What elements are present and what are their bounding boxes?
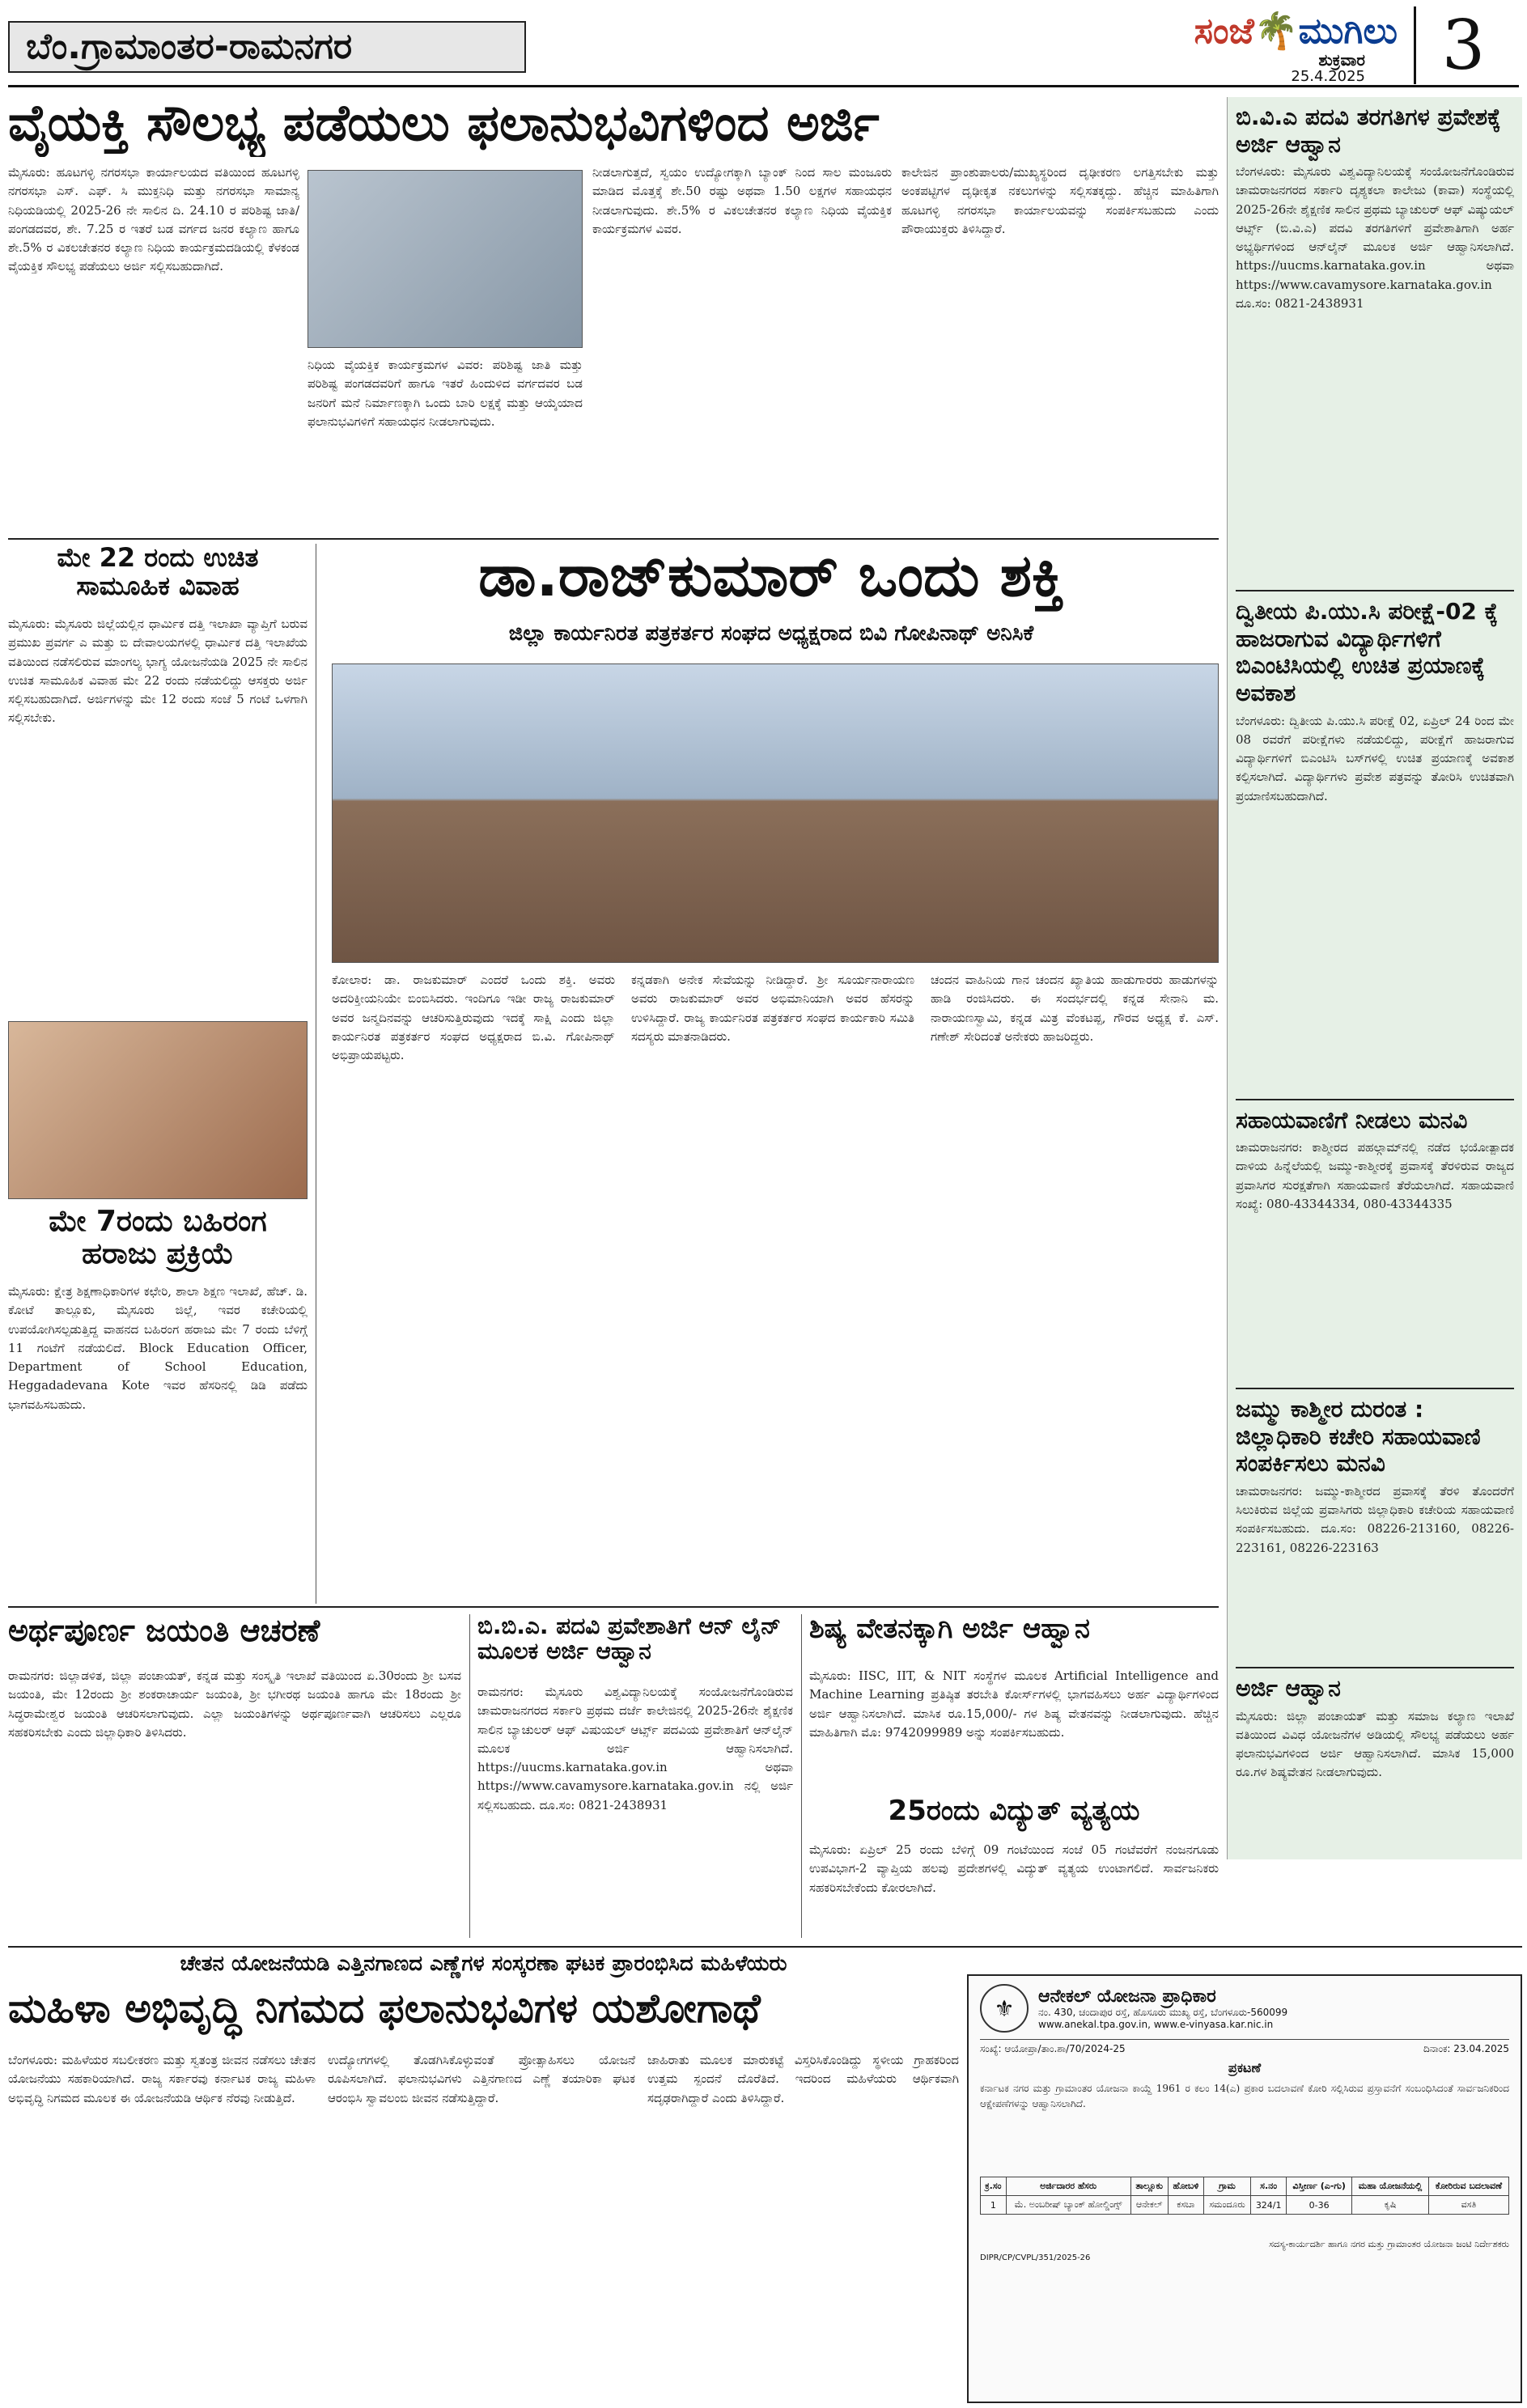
artha-body: ರಾಮನಗರ: ಜಿಲ್ಲಾಡಳಿತ, ಜಿಲ್ಲಾ ಪಂಚಾಯತ್, ಕನ್ನಡ ಮತ್ತು ಸಂಸ್ಕೃತಿ ಇಲಾಖೆ ವತಿಯಿಂದ ಏ.30ರಂದು ಶ್ರೀ ಬಸವ ಜಯಂತಿ, ಮೇ 12ರಂದು ಶ್ರೀ ಶಂಕರಾಚಾರ್ಯ ಜಯಂತಿ, ಶ್ರೀ ಭಗೀರಥ ಜಯಂತಿ ಹಾಗೂ ಮೇ 18ರಂದು ಶ್ರೀ ಸಿದ್ಧರಾಮೇಶ್ವರ ಜಯಂತಿ ಆಚರಿಸಲಾಗುವುದು. ಎಲ್ಲಾ ಜಯಂತಿಗಳನ್ನು ಅರ್ಥಪೂರ್ಣವಾಗಿ ಆಚರಿಸಲು ಎಲ್ಲರೂ ಸಹಕರಿಸಬೇಕು ಎಂದು ಜಿಲ್ಲಾಧಿಕಾರಿ ತಿಳಿಸಿದರು.: [8, 1668, 461, 1740]
sidebar-box1-body: ಬೆಂಗಳೂರು: ಮೈಸೂರು ವಿಶ್ವವಿದ್ಯಾನಿಲಯಕ್ಕೆ ಸಂಯೋಜನೆಗೊಂಡಿರುವ ಚಾಮರಾಜನಗರದ ಸರ್ಕಾರಿ ದೃಶ್ಯಕಲಾ ಕಾಲೇಜು (ಕಾವಾ) ಸಂಸ್ಥೆಯಲ್ಲಿ 2025-26ನೇ ಶೈಕ್ಷಣಿಕ ಸಾಲಿನ ಪ್ರಥಮ ಬ್ಯಾಚುಲರ್ ಆಫ್ ವಿಷ್ಯುಯಲ್ ಆರ್ಟ್ಸ್ (ಬಿ.ವಿ.ಎ) ಪದವಿ ತರಗತಿಗಳಿಗೆ ಪ್ರವೇಶಾತಿಗಾಗಿ ಅರ್ಹ ಅಭ್ಯರ್ಥಿಗಳಿಂದ ಆನ್‌ಲೈನ್ ಮೂಲಕ ಅರ್ಜಿ ಆಹ್ವಾನಿಸಲಾಗಿದೆ. https://uucms.karnataka.gov.in ಅಥವಾ https://www.cavamysore.karnataka.gov.in ದೂ.ಸಂ: 0821-2438931: [1236, 164, 1514, 311]
mahila-headline-wrap: [8, 1986, 959, 2043]
notice-table-header-cell: ತಾಲ್ಲೂಕು: [1130, 2177, 1168, 2196]
notice-table-header-cell: ಸ.ನಂ: [1251, 2177, 1287, 2196]
bba-headline-wrap: [477, 1614, 793, 1679]
lead-col-4: ಕಾಲೇಜಿನ ಪ್ರಾಂಶುಪಾಲರು/ಮುಖ್ಯಸ್ಥರಿಂದ ದೃಢೀಕರಣ ಲಗತ್ತಿಸಬೇಕು ಮತ್ತು ಅಂಕಪಟ್ಟಿಗಳ ದೃಢೀಕೃತ ನಕಲುಗಳನ್ನು ಸಲ್ಲಿಸತಕ್ಕದ್ದು. ಹೆಚ್ಚಿನ ಮಾಹಿತಿಗಾಗಿ ಹೂಟಗಳ್ಳಿ ನಗರಸಭಾ ಕಾರ್ಯಾಲಯವನ್ನು ಸಂಪರ್ಕಿಸಬಹುದು ಎಂದು ಪೌರಾಯುಕ್ತರು ತಿಳಿಸಿದ್ದಾರೆ.: [901, 165, 1219, 236]
sidebar-box5-title: ಅರ್ಜಿ ಆಹ್ವಾನ: [1236, 1674, 1341, 1702]
sidebar-box4-title: ಜಮ್ಮು ಕಾಶ್ಮೀರ ದುರಂತ : ಜಿಲ್ಲಾಧಿಕಾರಿ ಕಚೇರಿ ಸಹಾಯವಾಣಿ ಸಂಪರ್ಕಿಸಲು ಮನವಿ: [1236, 1396, 1481, 1477]
notice-table-header-cell: ವಿಸ್ತೀರ್ಣ (ಎ-ಗು): [1287, 2177, 1352, 2196]
notice-table-header-cell: ಕೋರಿರುವ ಬದಲಾವಣೆ: [1428, 2177, 1508, 2196]
sidebar-box3-body: ಚಾಮರಾಜನಗರ: ಕಾಶ್ಮೀರದ ಪಹಲ್ಗಾಮ್‌ನಲ್ಲಿ ನಡೆದ ಭಯೋತ್ಪಾದಕ ದಾಳಿಯ ಹಿನ್ನೆಲೆಯಲ್ಲಿ ಜಮ್ಮು-ಕಾಶ್ಮೀರಕ್ಕೆ ಪ್ರವಾಸಕ್ಕೆ ತೆರಳಿರುವ ರಾಜ್ಯದ ಪ್ರವಾಸಿಗರ ಸುರಕ್ಷತೆಗಾಗಿ ಸಹಾಯವಾಣಿ ತೆರೆಯಲಾಗಿದೆ. ಸಹಾಯವಾಣಿ ಸಂಖ್ಯೆ: 080-43344334, 080-43344335: [1236, 1140, 1514, 1211]
notice-table-cell: 324/1: [1251, 2196, 1287, 2215]
may7-headline: ಮೇ 7ರಂದು ಬಹಿರಂಗ ಹರಾಜು ಪ್ರಕ್ರಿಯೆ: [49, 1206, 267, 1270]
notice-table-cell: 0-36: [1287, 2196, 1352, 2215]
lead-col-3: ನೀಡಲಾಗುತ್ತದೆ, ಸ್ವಯಂ ಉದ್ಯೋಗಕ್ಕಾಗಿ ಬ್ಯಾಂಕ್ ನಿಂದ ಸಾಲ ಮಂಜೂರು ಮಾಡಿದ ಮೊತ್ತಕ್ಕೆ ಶೇ.50 ರಷ್ಟು ಅಥವಾ 1.50 ಲಕ್ಷಗಳ ಸಹಾಯಧನ ನೀಡಲಾಗುವುದು. ಶೇ.5% ರ ವಿಕಲಚೇತನರ ಕಲ್ಯಾಣ ನಿಧಿಯ ವೈಯಕ್ತಿಕ ಕಾರ್ಯಕ್ರಮಗಳ ವಿವರ.: [592, 165, 892, 236]
shishya-headline: ಶಿಷ್ಯ ವೇತನಕ್ಕಾಗಿ ಅರ್ಜಿ ಆಹ್ವಾನ: [809, 1614, 1090, 1645]
column-rule: [801, 1614, 802, 1938]
raj-headline: ಡಾ.ರಾಜ್‌ಕುಮಾರ್ ಒಂದು ಶಕ್ತಿ: [478, 544, 1064, 609]
raj-subhead-wrap: [324, 621, 1219, 654]
power-headline-wrap: [809, 1796, 1219, 1837]
power-body: ಮೈಸೂರು: ಏಪ್ರಿಲ್ 25 ರಂದು ಬೆಳಿಗ್ಗೆ 09 ಗಂಟೆಯಿಂದ ಸಂಜೆ 05 ಗಂಟೆವರೆಗೆ ನಂಜನಗೂಡು ಉಪವಿಭಾಗ-2 ವ್ಯಾಪ್ತಿಯ ಹಲವು ಪ್ರದೇಶಗಳಲ್ಲಿ ವಿದ್ಯುತ್ ವ್ಯತ್ಯಯ ಉಂಟಾಗಲಿದೆ. ಸಾರ್ವಜನಿಕರು ಸಹಕರಿಸಬೇಕೆಂದು ಕೋರಲಾಗಿದೆ.: [809, 1842, 1219, 1895]
notice-table-row: [981, 2196, 1509, 2215]
notice-heading: ಪ್ರಕಟಣೆ: [1228, 2060, 1262, 2075]
page-number: 3: [1414, 6, 1511, 84]
raj-subhead: ಜಿಲ್ಲಾ ಕಾರ್ಯನಿರತ ಪತ್ರಕರ್ತರ ಸಂಘದ ಅಧ್ಯಕ್ಷರಾದ ಬಿವಿ ಗೋಪಿನಾಥ್ ಅನಿಸಿಕೆ: [508, 621, 1034, 646]
notice-table-header: [981, 2177, 1509, 2196]
notice-table-header-cell: ಮಹಾ ಯೋಜನೆಯಲ್ಲಿ: [1352, 2177, 1429, 2196]
raj-col-3: ಚಂದನ ವಾಹಿನಿಯ ಗಾನ ಚಂದನ ಖ್ಯಾತಿಯ ಹಾಡುಗಾರರು ಹಾಡುಗಳನ್ನು ಹಾಡಿ ರಂಜಿಸಿದರು. ಈ ಸಂದರ್ಭದಲ್ಲಿ ಕನ್ನಡ ಸೇನಾನಿ ಮ. ನಾರಾಯಣಸ್ವಾಮಿ, ಕನ್ನಡ ಮಿತ್ರ ವೆಂಕಟಪ್ಪ, ಗೌರವ ಅಧ್ಯಕ್ಷ ಕೆ. ಎಸ್. ಗಣೇಶ್ ಸೇರಿದಂತೆ ಅನೇಕರು ಹಾಜರಿದ್ದರು.: [931, 973, 1219, 1044]
notice-reference: ಸಂಖ್ಯೆ: ಆಯೋಪ್ರಾ/ತಾಂ.ಶಾ/70/2024-25: [980, 2043, 1126, 2054]
sidebar-box2-title: ದ್ವಿತೀಯ ಪಿ.ಯು.ಸಿ ಪರೀಕ್ಷೆ-02 ಕ್ಕೆ ಹಾಜರಾಗುವ ವಿದ್ಯಾರ್ಥಿಗಳಿಗೆ ಬಿಎಂಟಿಸಿಯಲ್ಲಿ ಉಚಿತ ಪ್ರಯಾಣಕ್ಕೆ ಅವಕಾಶ: [1236, 598, 1499, 706]
notice-table-header-cell: ಅರ್ಜಿದಾರರ ಹೆಸರು: [1006, 2177, 1130, 2196]
divider: [1236, 1667, 1514, 1668]
lead-headline: ವೈಯಕ್ತಿ ಸೌಲಭ್ಯ ಪಡೆಯಲು ಫಲಾನುಭವಿಗಳಿಂದ ಅರ್ಜಿ: [8, 95, 880, 152]
palm-icon: 🌴: [1253, 11, 1299, 52]
lead-col-1: ಮೈಸೂರು: ಹೂಟಗಳ್ಳಿ ನಗರಸಭಾ ಕಾರ್ಯಾಲಯದ ವತಿಯಿಂದ ಹೂಟಗಳ್ಳಿ ನಗರಸಭಾ ಎಸ್‌. ಎಫ್‌. ಸಿ ಮುಕ್ತನಿಧಿ ಮತ್ತು ನಗರಸಭಾ ಸಾಮಾನ್ಯ ನಿಧಿಯಡಿಯಲ್ಲಿ 2025-26 ನೇ ಸಾಲಿನ ದಿ. 24.10 ರ ಪರಿಶಿಷ್ಟ ಜಾತಿ/ಪಂಗಡದವರ, ಶೇ. 7.25 ರ ಇತರೆ ಬಡ ವರ್ಗದ ಜನರ ಕಲ್ಯಾಣ ಹಾಗೂ ಶೇ.5% ರ ವಿಕಲಚೇತನರ ಕಲ್ಯಾಣ ನಿಧಿಯ ಕಾರ್ಯಕ್ರಮದಡಿಯಲ್ಲಿ ಕೆಳಕಂಡ ವೈಯಕ್ತಿಕ ಸೌಲಭ್ಯ ಪಡೆಯಲು ಅರ್ಜಿ ಸಲ್ಲಿಸಬಹುದಾಗಿದೆ.: [8, 165, 299, 274]
issue-day: ಶುಕ್ರವಾರ: [1318, 50, 1365, 70]
notice-dipr: DIPR/CP/CVPL/351/2025-26: [980, 2253, 1091, 2262]
wedding-hands-photo: [8, 1021, 308, 1199]
bba-headline: ಬಿ.ಬಿ.ಎ. ಪದವಿ ಪ್ರವೇಶಾತಿಗೆ ಆನ್ ಲೈನ್ ಮೂಲಕ ಅರ್ಜಿ ಆಹ್ವಾನ: [477, 1614, 782, 1664]
notice-table-cell: ಕಸಬಾ: [1168, 2196, 1203, 2215]
notice-signatory: ಸದಸ್ಯ-ಕಾರ್ಯದರ್ಶಿ ಹಾಗೂ ನಗರ ಮತ್ತು ಗ್ರಾಮಾಂತರ ಯೋಜನಾ ಜಂಟಿ ನಿರ್ದೇಶಕರು: [1269, 2239, 1509, 2249]
notice-authority: ಆನೇಕಲ್ ಯೋಜನಾ ಪ್ರಾಧಿಕಾರ: [1038, 1986, 1216, 2007]
may22-body: ಮೈಸೂರು: ಮೈಸೂರು ಜಿಲ್ಲೆಯಲ್ಲಿನ ಧಾರ್ಮಿಕ ದತ್ತಿ ಇಲಾಖಾ ವ್ಯಾಪ್ತಿಗೆ ಬರುವ ಪ್ರಮುಖ ಪ್ರವರ್ಗ ಎ ಮತ್ತು ಬಿ ದೇವಾಲಯಗಳಲ್ಲಿ ಧಾರ್ಮಿಕ ದತ್ತಿ ಇಲಾಖೆಯ ವತಿಯಿಂದ ನಡೆಸಲಿರುವ ಮಾಂಗಲ್ಯ ಭಾಗ್ಯ ಯೋಜನೆಯಡಿ 2025 ನೇ ಸಾಲಿನ ಉಚಿತ ಸಾಮೂಹಿಕ ವಿವಾಹ ಮೇ 22 ರಂದು ನಡೆಯಲಿದ್ದು ಆಸಕ್ತರು ಅರ್ಜಿ ಸಲ್ಲಿಸಬಹುದಾಗಿದೆ. ಅರ್ಜಿಗಳನ್ನು ಮೇ 12 ರಂದು ಸಂಜೆ 5 ಗಂಟೆ ಒಳಗಾಗಿ ಸಲ್ಲಿಸಬೇಕು.: [8, 617, 308, 726]
right-sidebar: [1227, 97, 1522, 1859]
divider: [1236, 590, 1514, 591]
masthead: [8, 6, 1519, 87]
divider: [8, 538, 1219, 540]
section-tag: ಬೆಂ.ಗ್ರಾಮಾಂತರ-ರಾಮನಗರ: [8, 21, 526, 73]
notice-body: ಕರ್ನಾಟಕ ನಗರ ಮತ್ತು ಗ್ರಾಮಾಂತರ ಯೋಜನಾ ಕಾಯ್ದೆ 1961 ರ ಕಲಂ 14(ಎ) ಪ್ರಕಾರ ಬದಲಾವಣೆ ಕೋರಿ ಸಲ್ಲಿಸಿರುವ ಪ್ರಸ್ತಾವನೆಗೆ ಸಂಬಂಧಿಸಿದಂತೆ ಸಾರ್ವಜನಿಕರಿಂದ ಆಕ್ಷೇಪಣೆಗಳನ್ನು ಆಹ್ವಾನಿಸಲಾಗಿದೆ.: [980, 2083, 1509, 2109]
shishya-body: ಮೈಸೂರು: IISC, IIT, & NIT ಸಂಸ್ಥೆಗಳ ಮೂಲಕ Artificial Intelligence and Machine Learning ಪ್ರತಿಷ್ಠಿತ ತರಬೇತಿ ಕೋರ್ಸ್‌ಗಳಲ್ಲಿ ಭಾಗವಹಿಸಲು ಅರ್ಹ ವಿದ್ಯಾರ್ಥಿಗಳಿಂದ ಅರ್ಜಿ ಆಹ್ವಾನಿಸಲಾಗಿದೆ. ಮಾಸಿಕ ರೂ.15,000/- ಗಳ ಶಿಷ್ಯ ವೇತನವನ್ನು ನೀಡಲಾಗುವುದು. ಹೆಚ್ಚಿನ ಮಾಹಿತಿಗಾಗಿ ಮೊ: 9742099989 ಅನ್ನು ಸಂಪರ್ಕಿಸಬಹುದು.: [809, 1668, 1219, 1740]
artha-headline-wrap: [8, 1614, 461, 1663]
may7-headline-wrap: [8, 1206, 308, 1278]
municipal-office-photo: [308, 170, 583, 348]
power-headline: 25ರಂದು ವಿದ್ಯುತ್ ವ್ಯತ್ಯಯ: [888, 1796, 1140, 1827]
sidebar-box5-body: ಮೈಸೂರು: ಜಿಲ್ಲಾ ಪಂಚಾಯತ್ ಮತ್ತು ಸಮಾಜ ಕಲ್ಯಾಣ ಇಲಾಖೆ ವತಿಯಿಂದ ವಿವಿಧ ಯೋಜನೆಗಳ ಅಡಿಯಲ್ಲಿ ಸೌಲಭ್ಯ ಪಡೆಯಲು ಅರ್ಹ ಫಲಾನುಭವಿಗಳಿಂದ ಅರ್ಜಿ ಆಹ್ವಾನಿಸಲಾಗಿದೆ. ಮಾಸಿಕ 15,000 ರೂ.ಗಳ ಶಿಷ್ಯವೇತನ ನೀಡಲಾಗುವುದು.: [1236, 1708, 1514, 1780]
mahila-kicker-wrap: [8, 1952, 959, 1984]
lead-col-2: ನಿಧಿಯ ವೈಯಕ್ತಿಕ ಕಾರ್ಯಕ್ರಮಗಳ ವಿವರ: ಪರಿಶಿಷ್ಟ ಜಾತಿ ಮತ್ತು ಪರಿಶಿಷ್ಟ ಪಂಗಡದವರಿಗೆ ಹಾಗೂ ಇತರೆ ಹಿಂದುಳಿದ ವರ್ಗದವರ ಬಡ ಜನರಿಗೆ ಮನೆ ನಿರ್ಮಾಣಕ್ಕಾಗಿ ಒಂದು ಬಾರಿ ಲಕ್ಷಕ್ಕೆ ಮತ್ತು ಆಯ್ಕೆಯಾದ ಫಲಾನುಭವಿಗಳಿಗೆ ಸಹಾಯಧನ ನೀಡಲಾಗುವುದು.: [308, 358, 583, 429]
notice-table-cell: ವಸತಿ: [1428, 2196, 1508, 2215]
may22-headline-wrap: [8, 544, 308, 608]
logo-part-b: ಮುಗಿಲು: [1298, 11, 1398, 52]
notice-table-cell: ಕೃಷಿ: [1352, 2196, 1429, 2215]
sidebar-box4-body: ಚಾಮರಾಜನಗರ: ಜಮ್ಮು-ಕಾಶ್ಮೀರದ ಪ್ರವಾಸಕ್ಕೆ ತೆರಳಿ ತೊಂದರೆಗೆ ಸಿಲುಕಿರುವ ಜಿಲ್ಲೆಯ ಪ್ರವಾಸಿಗರು ಜಿಲ್ಲಾಧಿಕಾರಿ ಕಚೇರಿಯ ಸಹಾಯವಾಣಿ ಸಂಪರ್ಕಿಸಬಹುದು. ದೂ.ಸಂ: 08226-213160, 08226-223161, 08226-223163: [1236, 1483, 1514, 1555]
mahila-col-2: ಉದ್ಯೋಗಗಳಲ್ಲಿ ತೊಡಗಿಸಿಕೊಳ್ಳುವಂತೆ ಪ್ರೋತ್ಸಾಹಿಸಲು ಯೋಜನೆ ರೂಪಿಸಲಾಗಿದೆ. ಫಲಾನುಭವಿಗಳು ಎತ್ತಿನಗಾಣದ ಎಣ್ಣೆ ತಯಾರಿಕಾ ಘಟಕ ಆರಂಭಿಸಿ ಸ್ವಾವಲಂಬಿ ಜೀವನ ನಡೆಸುತ್ತಿದ್ದಾರೆ.: [328, 2053, 635, 2105]
emblem-icon: ⚜: [980, 1984, 1029, 2033]
mahila-headline: ಮಹಿಳಾ ಅಭಿವೃದ್ಧಿ ನಿಗಮದ ಫಲಾನುಭವಿಗಳ ಯಶೋಗಾಥೆ: [8, 1986, 761, 2032]
raj-col-2: ಕನ್ನಡಕಾಗಿ ಅನೇಕ ಸೇವೆಯನ್ನು ನೀಡಿದ್ದಾರೆ. ಶ್ರೀ ಸೂರ್ಯನಾರಾಯಣ ಅವರು ರಾಜಕುಮಾರ್ ಅವರ ಅಭಿಮಾನಿಯಾಗಿ ಅವರ ಹೆಸರನ್ನು ಉಳಿಸಿದ್ದಾರೆ. ರಾಜ್ಯ ಕಾರ್ಯನಿರತ ಪತ್ರಕರ್ತರ ಸಂಘದ ಕಾರ್ಯಕಾರಿ ಸಮಿತಿ ಸದಸ್ಯರು ಮಾತನಾಡಿದರು.: [631, 973, 914, 1044]
divider: [1236, 1388, 1514, 1389]
raj-col-1: ಕೋಲಾರ: ಡಾ. ರಾಜಕುಮಾರ್ ಎಂದರೆ ಒಂದು ಶಕ್ತಿ. ಅವರು ಅದರಿಕ್ತೀಯನಿಯೇ ಬಿಂಬಿಸಿದರು. ಇಂದಿಗೂ ಇಡೀ ರಾಜ್ಯ ರಾಜಕುಮಾರ್ ಅವರ ಜನ್ಮದಿನವನ್ನು ಆಚರಿಸುತ್ತಿರುವುದು ಇದಕ್ಕೆ ಸಾಕ್ಷಿ ಎಂದು ಜಿಲ್ಲಾ ಕಾರ್ಯನಿರತ ಪತ್ರಕರ್ತರ ಸಂಘದ ಅಧ್ಯಕ್ಷರಾದ ಬಿ.ವಿ. ಗೋಪಿನಾಥ್ ಅಭಿಪ್ರಾಯಪಟ್ಟರು.: [332, 973, 615, 1062]
divider: [1236, 1099, 1514, 1100]
award-ceremony-photo: [332, 663, 1219, 963]
notice-table-cell: ಸಮಂದೂರು: [1203, 2196, 1250, 2215]
notice-table-cell: ಆನೇಕಲ್: [1130, 2196, 1168, 2215]
issue-date: 25.4.2025: [1291, 68, 1365, 85]
sidebar-box1-title: ಬಿ.ವಿ.ಎ ಪದವಿ ತರಗತಿಗಳ ಪ್ರವೇಶಕ್ಕೆ ಅರ್ಜಿ ಆಹ್ವಾನ: [1236, 104, 1501, 158]
planning-authority-notice: [967, 1974, 1522, 2403]
notice-table-header-cell: ಹೋಬಳಿ: [1168, 2177, 1203, 2196]
shishya-headline-wrap: [809, 1614, 1219, 1663]
notice-table-cell: 1: [981, 2196, 1007, 2215]
may7-body: ಮೈಸೂರು: ಕ್ಷೇತ್ರ ಶಿಕ್ಷಣಾಧಿಕಾರಿಗಳ ಕಛೇರಿ, ಶಾಲಾ ಶಿಕ್ಷಣ ಇಲಾಖೆ, ಹೆಚ್. ಡಿ. ಕೋಟೆ ತಾಲ್ಲೂಕು, ಮೈಸೂರು ಜಿಲ್ಲೆ, ಇವರ ಕಚೇರಿಯಲ್ಲಿ ಉಪಯೋಗಿಸಲ್ಪಡುತ್ತಿದ್ದ ವಾಹನದ ಬಹಿರಂಗ ಹರಾಜು ಮೇ 7 ರಂದು ಬೆಳಿಗ್ಗೆ 11 ಗಂಟೆಗೆ ನಡೆಯಲಿದೆ. Block Education Officer, Department of School Education, Heggadadevana Kote ಇವರ ಹೆಸರಿನಲ್ಲಿ ಡಿಡಿ ಪಡೆದು ಭಾಗವಹಿಸಬಹುದು.: [8, 1284, 308, 1412]
sidebar-box2-body: ಬೆಂಗಳೂರು: ದ್ವಿತೀಯ ಪಿ.ಯು.ಸಿ ಪರೀಕ್ಷೆ 02, ಏಪ್ರಿಲ್ 24 ರಿಂದ ಮೇ 08 ರವರೆಗೆ ಪರೀಕ್ಷೆಗಳು ನಡೆಯಲಿದ್ದು, ಪರೀಕ್ಷೆಗೆ ಹಾಜರಾಗುವ ವಿದ್ಯಾರ್ಥಿಗಳಿಗೆ ಬಿಎಂಟಿಸಿ ಬಸ್‌ಗಳಲ್ಲಿ ಉಚಿತ ಪ್ರಯಾಣಕ್ಕೆ ಅವಕಾಶ ಕಲ್ಪಿಸಲಾಗಿದೆ. ವಿದ್ಯಾರ್ಥಿಗಳು ಪ್ರವೇಶ ಪತ್ರವನ್ನು ತೋರಿಸಿ ಉಚಿತವಾಗಿ ಪ್ರಯಾಣಿಸಬಹುದಾಗಿದೆ.: [1236, 713, 1514, 803]
artha-headline: ಅರ್ಥಪೂರ್ಣ ಜಯಂತಿ ಆಚರಣೆ: [8, 1614, 320, 1648]
notice-address: ನಂ. 430, ಚಂದಾಪುರ ರಸ್ತೆ, ಹೊಸೂರು ಮುಖ್ಯ ರಸ್ತೆ, ಬೆಂಗಳೂರು-560099: [1038, 2007, 1288, 2018]
notice-table-header-cell: ಕ್ರ.ಸಂ: [981, 2177, 1007, 2196]
newspaper-logo: [1194, 10, 1398, 52]
lead-headline-wrap: [8, 95, 1219, 157]
divider: [8, 1606, 1219, 1608]
sidebar-box3-title: ಸಹಾಯವಾಣಿಗೆ ನೀಡಲು ಮನವಿ: [1236, 1106, 1468, 1134]
may22-headline: ಮೇ 22 ರಂದು ಉಚಿತ ಸಾಮೂಹಿಕ ವಿವಾಹ: [57, 544, 259, 602]
notice-date: ದಿನಾಂಕ: 23.04.2025: [1423, 2043, 1509, 2054]
mahila-col-1: ಬೆಂಗಳೂರು: ಮಹಿಳೆಯರ ಸಬಲೀಕರಣ ಮತ್ತು ಸ್ವತಂತ್ರ ಜೀವನ ನಡೆಸಲು ಚೇತನ ಯೋಜನೆಯು ಸಹಕಾರಿಯಾಗಿದೆ. ರಾಜ್ಯ ಸರ್ಕಾರವು ಕರ್ನಾಟಕ ರಾಜ್ಯ ಮಹಿಳಾ ಅಭಿವೃದ್ಧಿ ನಿಗಮದ ಮೂಲಕ ಈ ಯೋಜನೆಯಡಿ ಆರ್ಥಿಕ ನೆರವು ನೀಡುತ್ತಿದೆ.: [8, 2053, 316, 2105]
column-rule: [469, 1614, 470, 1938]
notice-website[interactable]: www.anekal.tpa.gov.in, www.e-vinyasa.kar.nic.in: [1038, 2019, 1274, 2030]
mahila-kicker: ಚೇತನ ಯೋಜನೆಯಡಿ ಎತ್ತಿನಗಾಣದ ಎಣ್ಣೆಗಳ ಸಂಸ್ಕರಣಾ ಘಟಕ ಪ್ರಾರಂಭಿಸಿದ ಮಹಿಳೆಯರು: [180, 1952, 787, 1976]
bba-body: ರಾಮನಗರ: ಮೈಸೂರು ವಿಶ್ವವಿದ್ಯಾನಿಲಯಕ್ಕೆ ಸಂಯೋಜನೆಗೊಂಡಿರುವ ಚಾಮರಾಜನಗರದ ಸರ್ಕಾರಿ ಪ್ರಥಮ ದರ್ಜೆ ಕಾಲೇಜಿನಲ್ಲಿ 2025-26ನೇ ಶೈಕ್ಷಣಿಕ ಸಾಲಿನ ಬ್ಯಾಚುಲರ್ ಆಫ್ ವಿಷುಯಲ್ ಆರ್ಟ್ಸ್ ಪದವಿಯ ಪ್ರವೇಶಾತಿಗೆ ಆನ್‌ಲೈನ್ ಮೂಲಕ ಅರ್ಜಿ ಆಹ್ವಾನಿಸಲಾಗಿದೆ. https://uucms.karnataka.gov.in ಅಥವಾ https://www.cavamysore.karnataka.gov.in ನಲ್ಲಿ ಅರ್ಜಿ ಸಲ್ಲಿಸಬಹುದು. ದೂ.ಸಂ: 0821-2438931: [477, 1685, 793, 1812]
mahila-col-3: ಜಾಹಿರಾತು ಮೂಲಕ ಮಾರುಕಟ್ಟೆ ವಿಸ್ತರಿಸಿಕೊಂಡಿದ್ದು ಸ್ಥಳೀಯ ಗ್ರಾಹಕರಿಂದ ಉತ್ತಮ ಸ್ಪಂದನೆ ದೊರೆತಿದೆ. ಇದರಿಂದ ಮಹಿಳೆಯರು ಆರ್ಥಿಕವಾಗಿ ಸದೃಢರಾಗಿದ್ದಾರೆ ಎಂದು ತಿಳಿಸಿದ್ದಾರೆ.: [647, 2053, 959, 2105]
raj-headline-wrap: [324, 544, 1219, 617]
notice-table-header-cell: ಗ್ರಾಮ: [1203, 2177, 1250, 2196]
notice-table-cell: ಮೆ. ಅಂಬರೀಷ್ ಬ್ಯಾಂಕ್ ಹೋಲ್ಡಿಂಗ್ಸ್: [1006, 2196, 1130, 2215]
logo-part-a: ಸಂಜೆ: [1194, 11, 1254, 52]
notice-table: [980, 2177, 1509, 2215]
